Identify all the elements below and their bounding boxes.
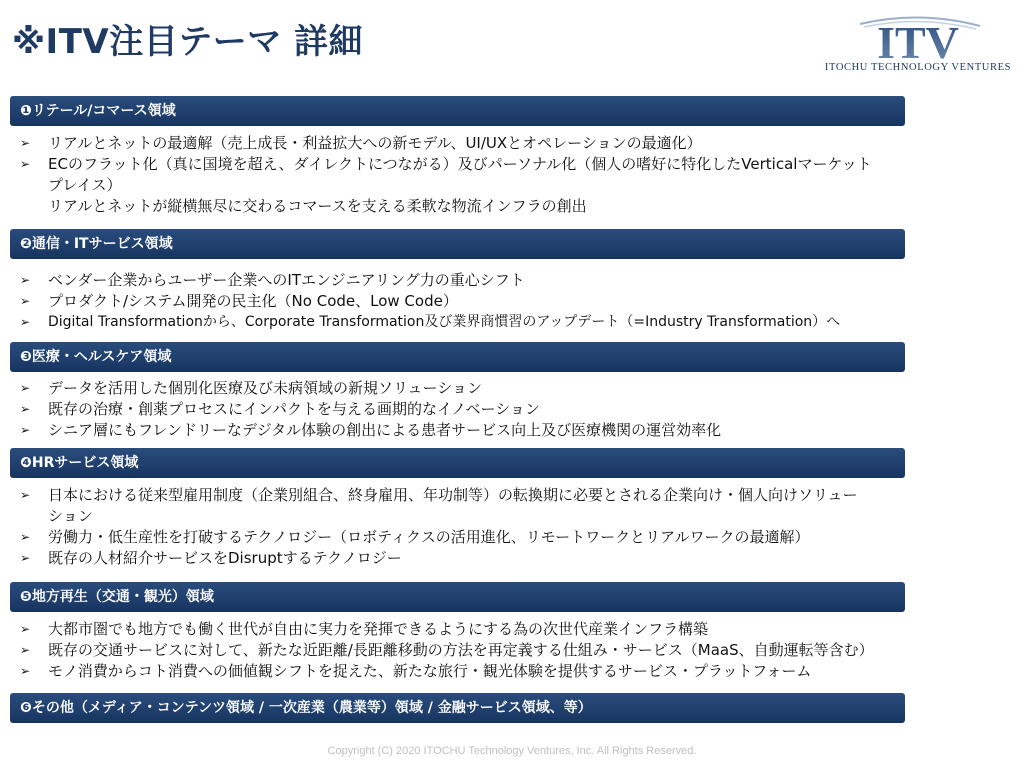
section-header-healthcare: ❸医療・ヘルスケア領域 xyxy=(10,342,905,372)
arrow-bullet-icon: ➢ xyxy=(20,136,31,150)
arrow-bullet-icon: ➢ xyxy=(20,530,31,544)
list-item: ➢ モノ消費からコト消費への価値観シフトを捉えた、新たな旅行・観光体験を提供するサービス・プラットフォーム xyxy=(20,662,812,680)
itv-logo xyxy=(820,8,1020,83)
list-item: ➢ 大都市圏でも地方でも働く世代が自由に実力を発揮できるようにする為の次世代産業インフラ構築 xyxy=(20,620,709,638)
section-list-retail xyxy=(18,133,1008,216)
list-item: ➢ プロダクト/システム開発の民主化（No Code、Low Code） xyxy=(20,292,458,310)
section-list-hr xyxy=(18,485,1008,568)
section-list-healthcare xyxy=(18,378,1008,440)
section-header-telecom-it: ❷通信・ITサービス領域 xyxy=(10,229,905,259)
logo-mark: ITV xyxy=(877,17,959,62)
list-item: ➢ リアルとネットの最適解（売上成長・利益拡大への新モデル、UI/UXとオペレーションの最適化） xyxy=(20,134,702,152)
arrow-bullet-icon: ➢ xyxy=(20,381,31,395)
section-header-regional: ❺地方再生（交通・観光）領域 xyxy=(10,582,905,612)
arrow-bullet-icon: ➢ xyxy=(20,294,31,308)
arrow-bullet-icon: ➢ xyxy=(20,402,31,416)
list-item: ➢ 既存の治療・創薬プロセスにインパクトを与える画期的なイノベーション xyxy=(20,400,540,418)
arrow-bullet-icon: ➢ xyxy=(20,488,31,502)
list-item-continuation: ション xyxy=(48,507,93,525)
list-item-continuation: プレイス） xyxy=(48,176,122,194)
section-header-retail: ❶リテール/コマース領域 xyxy=(10,96,905,126)
list-item: ➢ ベンダー企業からユーザー企業へのITエンジニアリング力の重心シフト xyxy=(20,271,525,289)
list-item: ➢ データを活用した個別化医療及び未病領域の新規ソリューション xyxy=(20,379,482,397)
arrow-bullet-icon: ➢ xyxy=(20,643,31,657)
list-item: ➢ 労働力・低生産性を打破するテクノロジー（ロボティクスの活用進化、リモートワークとリアルワークの最適解） xyxy=(20,528,810,546)
section-header-other: ❻その他（メディア・コンテンツ領域 / 一次産業（農業等）領域 / 金融サービス領域、等） xyxy=(10,693,905,723)
arrow-bullet-icon: ➢ xyxy=(20,622,31,636)
itv-logo-icon xyxy=(820,8,1016,62)
page-title: ※ITV注目テーマ 詳細 xyxy=(12,22,364,62)
arrow-bullet-icon: ➢ xyxy=(20,273,31,287)
list-item: ➢ シニア層にもフレンドリーなデジタル体験の創出による患者サービス向上及び医療機関の運営効率化 xyxy=(20,421,722,439)
arrow-bullet-icon: ➢ xyxy=(20,157,31,171)
section-list-telecom-it xyxy=(18,270,1008,332)
logo-subtitle: ITOCHU TECHNOLOGY VENTURES xyxy=(824,62,1012,73)
arrow-bullet-icon: ➢ xyxy=(20,551,31,565)
list-item: ➢ 既存の交通サービスに対して、新たな近距離/長距離移動の方法を再定義する仕組み・サービス（MaaS、自動運転等含む） xyxy=(20,641,874,659)
arrow-bullet-icon: ➢ xyxy=(20,664,31,678)
list-item: ➢ 日本における従来型雇用制度（企業別組合、終身雇用、年功制等）の転換期に必要とされる企業向け・個人向けソリュー xyxy=(20,486,858,504)
section-list-regional xyxy=(18,619,1008,681)
arrow-bullet-icon: ➢ xyxy=(20,315,31,329)
arrow-bullet-icon: ➢ xyxy=(20,423,31,437)
list-item: ➢ Digital Transformationから、Corporate Transformation及び業界商慣習のアップデート（=Industry Transformation）へ xyxy=(20,314,841,330)
list-item: ➢ 既存の人材紹介サービスをDisruptするテクノロジー xyxy=(20,549,402,567)
copyright-footer: Copyright (C) 2020 ITOCHU Technology Ventures, Inc. All Rights Reserved. xyxy=(327,745,697,757)
section-header-hr: ❹HRサービス領域 xyxy=(10,448,905,478)
list-item: ➢ ECのフラット化（真に国境を超え、ダイレクトにつながる）及びパーソナル化（個人の嗜好に特化したVerticalマーケット xyxy=(20,155,872,173)
list-item: リアルとネットが縦横無尽に交わるコマースを支える柔軟な物流インフラの創出 xyxy=(48,197,587,215)
